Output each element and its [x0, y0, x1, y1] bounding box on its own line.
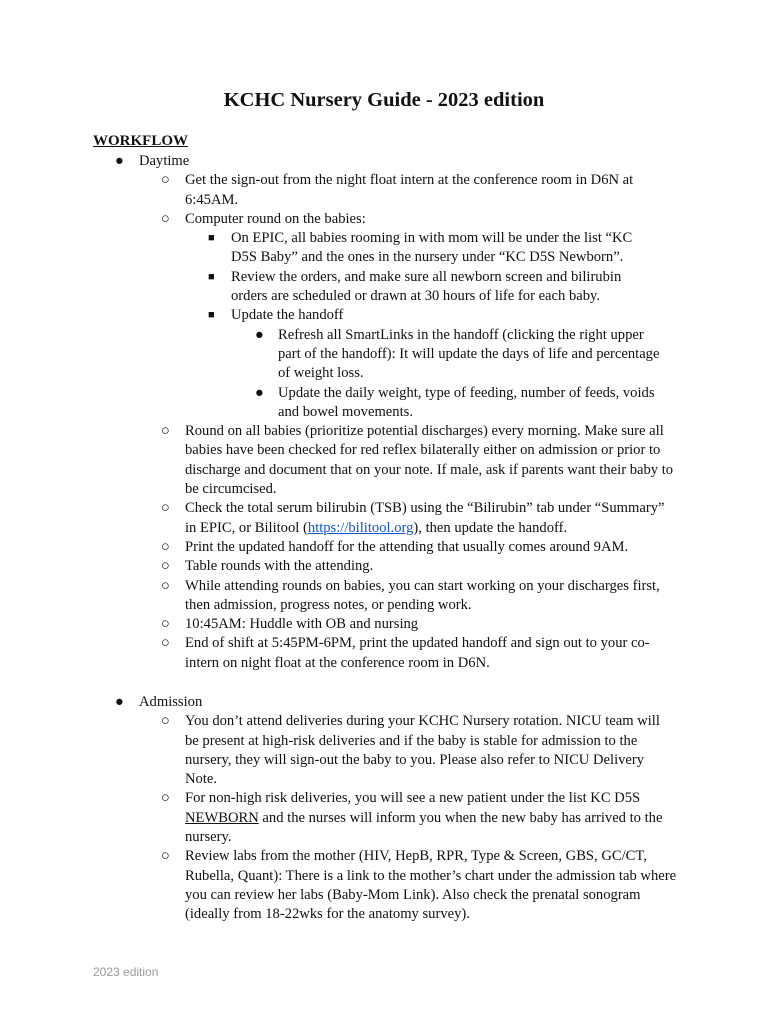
list-item-huddle [0, 615, 768, 634]
list-item-check-tsb [0, 499, 768, 538]
list-item-text: While attending rounds on babies, you can start working on your discharges first, then admission, progress notes, or pending work. [185, 577, 660, 613]
list-item-deliveries [0, 712, 768, 789]
list-item-computer-round [0, 210, 768, 229]
circle-bullet-icon: ○ [161, 210, 170, 227]
list-item-table-rounds [0, 557, 768, 576]
list-item-text: Get the sign-out from the night float intern at the conference room in D6N at 6:45AM. [185, 172, 634, 208]
list-item-text: Table rounds with the attending. [185, 558, 374, 575]
list-item-text: Computer round on the babies: [185, 210, 366, 227]
circle-bullet-icon: ○ [161, 538, 170, 555]
circle-bullet-icon: ○ [161, 616, 170, 633]
list-item-text: For non-high risk deliveries, you will see a new patient under the list KC D5S NEWBORN and the nurses will inform you when the new baby has arrived to the nursery. [185, 790, 663, 846]
list-item-text: End of shift at 5:45PM-6PM, print the updated handoff and sign out to your co-intern on night float at the conference room in D6N. [185, 635, 650, 671]
circle-bullet-icon: ○ [161, 790, 170, 807]
list-item-text: Update the handoff [231, 307, 344, 324]
circle-bullet-icon: ○ [161, 577, 170, 594]
square-bullet-icon: ■ [208, 232, 215, 245]
circle-bullet-icon: ○ [161, 713, 170, 730]
list-item-text: Check the total serum bilirubin (TSB) using the “Bilirubin” tab under “Summary” in EPIC, or Bilitool (https://bilitool.org), then update the handoff. [185, 500, 665, 536]
list-item-update-daily [0, 384, 768, 423]
disc-bullet-icon: ● [115, 153, 124, 169]
circle-bullet-icon: ○ [161, 500, 170, 517]
list-item-while-attending [0, 577, 768, 616]
list-item-text: Update the daily weight, type of feeding, number of feeds, voids and bowel movements. [278, 384, 655, 420]
list-item-label: Admission [139, 694, 203, 710]
disc-bullet-icon: ● [115, 694, 124, 710]
list-item-text: Print the updated handoff for the attending that usually comes around 9AM. [185, 538, 629, 555]
list-item-review-labs [0, 847, 768, 924]
disc-bullet-icon: ● [255, 384, 264, 401]
page-footer: 2023 edition [93, 965, 159, 979]
list-item-signout [0, 171, 768, 210]
circle-bullet-icon: ○ [161, 423, 170, 440]
disc-bullet-icon: ● [255, 326, 264, 343]
list-item-text: Review labs from the mother (HIV, HepB, RPR, Type & Screen, GBS, GC/CT, Rubella, Quant): There is a link to the mother’s chart under the admission tab where you can review her labs (Baby-Mom Link). Also check the prenatal sonogram (ideally from 18-22wks for the anatomy survey). [185, 848, 677, 923]
square-bullet-icon: ■ [208, 309, 215, 322]
list-item-non-high-risk [0, 789, 768, 847]
document-title: KCHC Nursery Guide - 2023 edition [223, 89, 545, 111]
list-item-text: Refresh all SmartLinks in the handoff (clicking the right upper part of the handoff): It will update the days of life and percentage of weight loss. [278, 326, 660, 382]
list-item-epic [0, 229, 768, 268]
list-item-label: Daytime [139, 153, 190, 169]
list-item-text: 10:45AM: Huddle with OB and nursing [185, 616, 419, 633]
list-item-text: Round on all babies (prioritize potential discharges) every morning. Make sure all babies have been checked for red reflex bilaterally either on admission or prior to discharge and document that on your note. If male, ask if parents want their baby to be circumcised. [185, 423, 674, 498]
circle-bullet-icon: ○ [161, 848, 170, 865]
list-item-text: On EPIC, all babies rooming in with mom will be under the list “KC D5S Baby” and the ones in the nursery under “KC D5S Newborn”. [231, 230, 633, 266]
list-item-update-handoff [0, 306, 768, 325]
section-heading-workflow: WORKFLOW [93, 133, 189, 149]
list-item-daytime [0, 152, 768, 171]
list-item-text: You don’t attend deliveries during your KCHC Nursery rotation. NICU team will be present at high-risk deliveries and if the baby is stable for admission to the nursery, they will sign-out the baby to you. Please also refer to NICU Delivery Note. [185, 713, 660, 788]
circle-bullet-icon: ○ [161, 172, 170, 189]
list-item-print-handoff [0, 538, 768, 557]
circle-bullet-icon: ○ [161, 558, 170, 575]
square-bullet-icon: ■ [208, 270, 215, 283]
list-item-review-orders [0, 268, 768, 307]
list-item-end-shift [0, 634, 768, 673]
list-item-text: Review the orders, and make sure all newborn screen and bilirubin orders are scheduled or drawn at 30 hours of life for each baby. [231, 268, 622, 305]
list-item-round-all [0, 422, 768, 499]
daytime-list [0, 152, 768, 673]
circle-bullet-icon: ○ [161, 635, 170, 652]
admission-list [0, 693, 768, 925]
list-item-refresh-smartlinks [0, 326, 768, 384]
bilitool-link[interactable]: https://bilitool.org [307, 519, 414, 536]
list-item-admission [0, 693, 768, 712]
